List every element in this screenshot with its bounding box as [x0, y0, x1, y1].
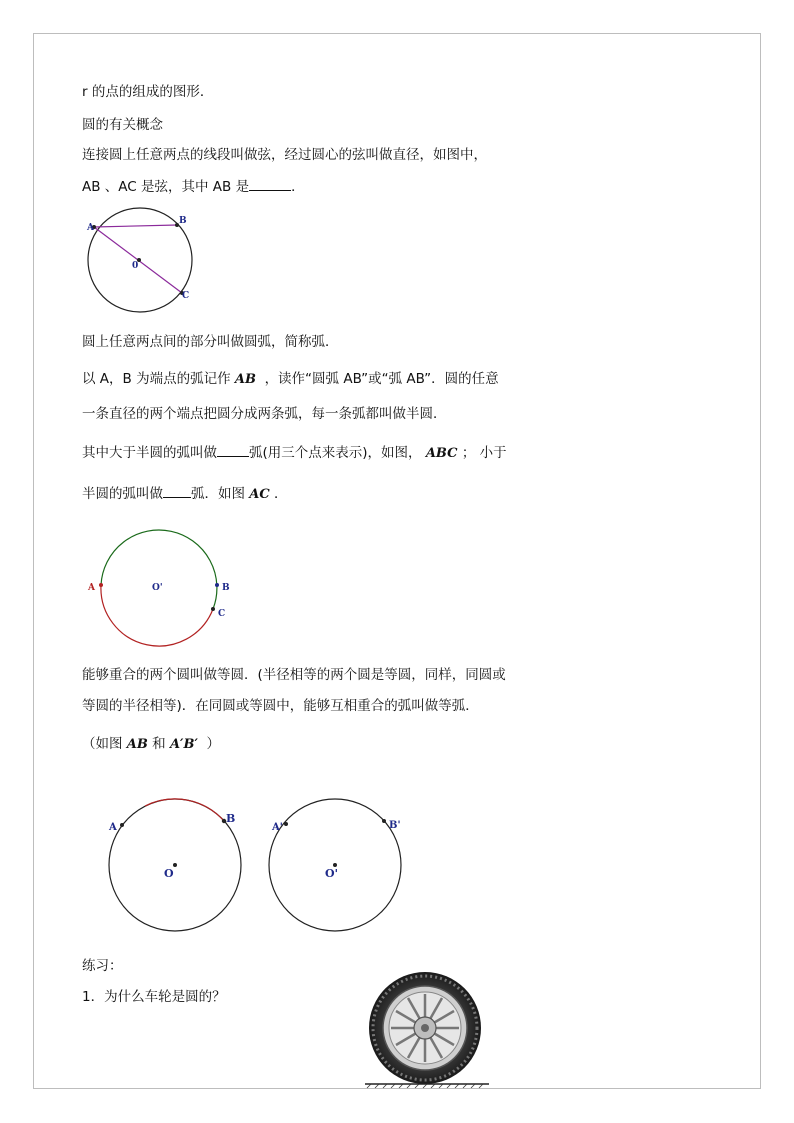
label-o: 0 — [132, 261, 139, 271]
text-segment: AB 、AC 是弦，其中 AB 是 — [82, 179, 250, 195]
text-line-minor-arc — [82, 485, 288, 504]
text-segment: ） — [206, 736, 220, 752]
section-heading: 圆的有关概念 — [82, 117, 163, 133]
text-line-ab-ac — [82, 178, 305, 196]
point-a-prime — [284, 822, 288, 826]
figure-major-minor-arc — [85, 525, 235, 650]
point-b-prime — [382, 819, 386, 823]
label-a: A — [87, 223, 94, 233]
minor-arc — [101, 585, 213, 646]
text-line-arc-notation — [82, 370, 499, 389]
label-b: B — [179, 216, 187, 226]
fill-blank[interactable] — [249, 178, 291, 191]
wheel-image — [363, 970, 503, 1090]
point-a — [120, 823, 124, 827]
figure-equal-circles — [100, 790, 410, 940]
chord-ab — [94, 225, 177, 227]
text-line-chord: 连接圆上任意两点的线段叫做弦，经过圆心的弦叫做直径，如图中， — [82, 147, 487, 163]
text-segment: 其中大于半圆的弧叫做 — [82, 445, 217, 461]
text-segment: ． — [274, 486, 288, 502]
text-line-equal-circles: 能够重合的两个圆叫做等圆．(半径相等的两个圆是等圆，同样，同圆或 — [82, 667, 506, 683]
point-a — [99, 583, 103, 587]
point-c — [211, 607, 215, 611]
major-arc — [101, 530, 217, 609]
label-a-prime: A' — [272, 822, 283, 833]
arc-symbol-text: AB — [234, 372, 256, 387]
text-line-1: r 的点的组成的图形． — [82, 84, 214, 100]
label-b: B — [222, 583, 230, 593]
label-a: A — [88, 583, 95, 593]
point-b — [215, 583, 219, 587]
figure-chord-diagram — [80, 200, 210, 320]
arc-symbol-ab — [235, 372, 256, 387]
text-line-equal-arcs: 等圆的半径相等)．在同圆或等圆中，能够互相重合的弧叫做等弧． — [82, 698, 479, 714]
text-segment: ； 小于 — [461, 445, 507, 461]
label-c: C — [218, 609, 226, 619]
text-segment: ，读作“圆弧 AB”或“弧 AB”．圆的任意 — [264, 371, 499, 387]
arc-symbol-ac: AC — [249, 487, 270, 502]
label-b: B — [226, 812, 236, 825]
label-o: O — [164, 867, 174, 880]
text-segment: 以 A，B 为端点的弧记作 — [82, 371, 231, 387]
hub-cap — [421, 1024, 429, 1032]
exercise-question-1: 1．为什么车轮是圆的？ — [82, 989, 226, 1005]
label-o-prime: O' — [325, 867, 338, 880]
text-line-semicircle: 一条直径的两个端点把圆分成两条弧，每一条弧都叫做半圆． — [82, 406, 447, 422]
text-line-example — [82, 735, 220, 754]
text-line-major-arc — [82, 444, 507, 463]
text-segment: （如图 — [82, 736, 123, 752]
arc-symbol-abc: ABC — [425, 446, 458, 461]
text-segment: 弧．如图 — [191, 486, 245, 502]
text-segment: 弧(用三个点来表示)，如图， — [249, 445, 422, 461]
arc-symbol-ab: AB — [126, 737, 148, 752]
text-line-arc-def: 圆上任意两点间的部分叫做圆弧，简称弧． — [82, 334, 339, 350]
fill-blank[interactable] — [163, 485, 191, 498]
label-b-prime: B' — [389, 820, 401, 831]
fill-blank[interactable] — [217, 444, 249, 457]
text-segment: ． — [291, 179, 305, 195]
label-c: C — [182, 291, 190, 301]
text-segment: 半圆的弧叫做 — [82, 486, 163, 502]
exercise-heading: 练习： — [82, 958, 123, 974]
point-o — [173, 863, 177, 867]
text-segment: 和 — [152, 736, 166, 752]
label-a: A — [109, 822, 117, 833]
arc-symbol-a-prime-b-prime: A′B′ — [169, 737, 198, 752]
label-o: O' — [152, 583, 163, 593]
arc-ab-left — [145, 799, 224, 821]
